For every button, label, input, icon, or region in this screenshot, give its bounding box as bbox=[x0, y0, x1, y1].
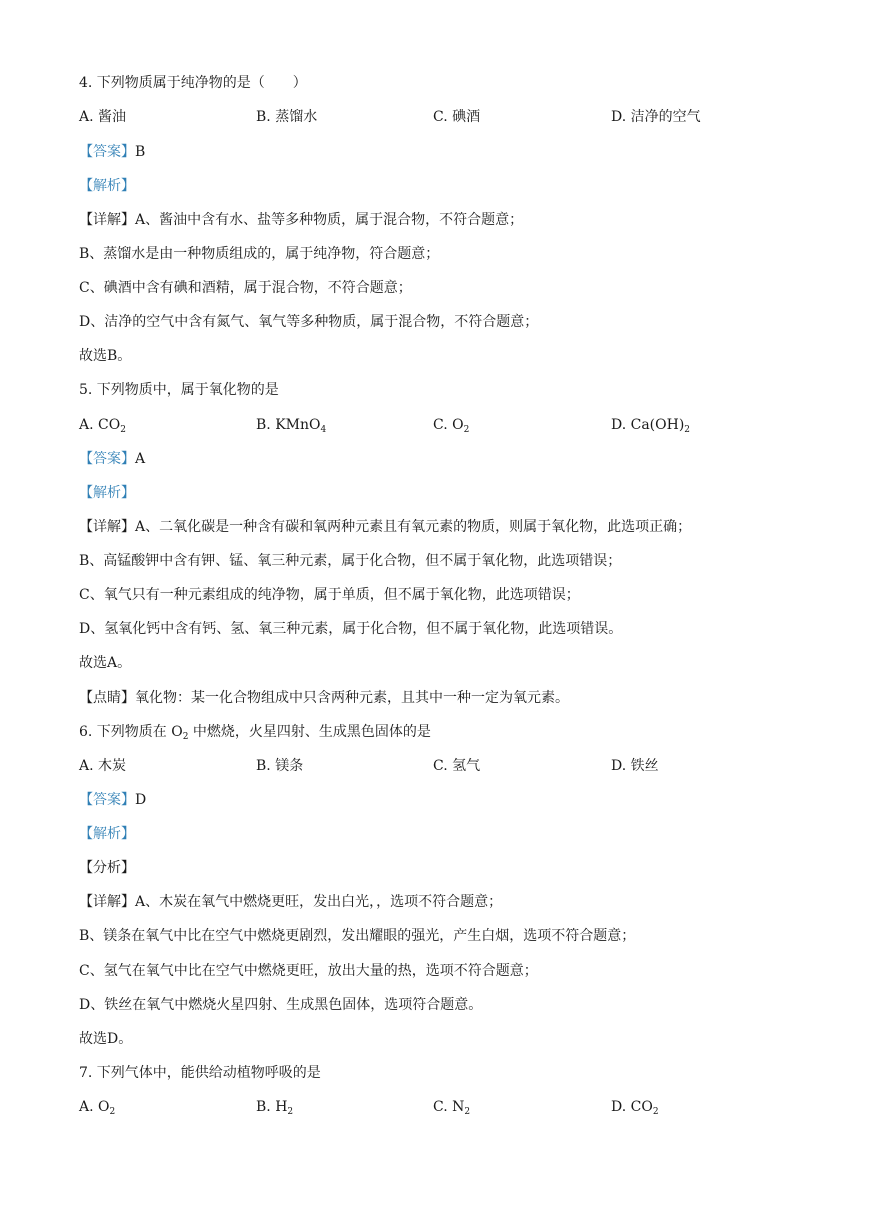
q5-option-c bbox=[433, 415, 469, 435]
q5-detail-2: B、高锰酸钾中含有钾、锰、氧三种元素，属于化合物，但不属于氧化物，此选项错误； bbox=[79, 553, 622, 569]
answer-value: D bbox=[135, 792, 147, 808]
option-text: A. CO bbox=[79, 417, 121, 433]
detail-text: A、酱油中含有水、盐等多种物质，属于混合物，不符合题意； bbox=[135, 212, 524, 228]
option-text: D. Ca(OH) bbox=[611, 417, 685, 433]
q5-analysis-tag: 【解析】 bbox=[79, 485, 135, 501]
detail-text: A、木炭在氧气中燃烧更旺，发出白光，，选项不符合题意； bbox=[135, 894, 503, 910]
q4-option-b: B. 蒸馏水 bbox=[256, 109, 318, 125]
option-text: B. H bbox=[256, 1099, 288, 1115]
option-subscript: 4 bbox=[320, 425, 327, 435]
q4-option-a: A. 酱油 bbox=[79, 109, 127, 125]
q4-option-d: D. 洁净的空气 bbox=[611, 109, 701, 125]
q6-option-d: D. 铁丝 bbox=[611, 758, 659, 774]
stem-subscript: 2 bbox=[182, 732, 189, 742]
q4-conclusion: 故选B。 bbox=[79, 348, 132, 364]
q6-detail-3: C、氢气在氧气中比在空气中燃烧更旺，放出大量的热，选项不符合题意； bbox=[79, 963, 538, 979]
option-subscript: 2 bbox=[287, 1107, 294, 1117]
q7-option-a bbox=[79, 1097, 115, 1117]
q6-detail-1 bbox=[79, 892, 502, 912]
detail-tag: 【详解】 bbox=[79, 212, 135, 228]
q4-stem: 4. 下列物质属于纯净物的是（ ） bbox=[79, 75, 307, 91]
q4-detail-1 bbox=[79, 210, 523, 230]
q6-stem bbox=[79, 722, 431, 742]
q6-option-b: B. 镁条 bbox=[256, 758, 304, 774]
q6-detail-2: B、镁条在氧气中比在空气中燃烧更剧烈，发出耀眼的强光，产生白烟，选项不符合题意； bbox=[79, 928, 636, 944]
option-subscript: 2 bbox=[120, 425, 126, 435]
option-subscript: 2 bbox=[684, 425, 691, 435]
q5-detail-4: D、氢氧化钙中含有钙、氢、氧三种元素，属于化合物，但不属于氧化物，此选项错误。 bbox=[79, 621, 623, 637]
q7-option-b bbox=[256, 1097, 293, 1117]
answer-value: B bbox=[135, 144, 146, 160]
q5-option-a bbox=[79, 415, 126, 435]
q6-option-a: A. 木炭 bbox=[79, 758, 127, 774]
stem-text-rest: 中燃烧，火星四射、生成黑色固体的是 bbox=[188, 724, 431, 740]
answer-value: A bbox=[135, 451, 146, 467]
option-text: D. CO bbox=[611, 1099, 653, 1115]
q5-option-d bbox=[611, 415, 690, 435]
q6-detail-4: D、铁丝在氧气中燃烧火星四射、生成黑色固体，选项符合题意。 bbox=[79, 997, 483, 1013]
q7-option-c bbox=[433, 1097, 470, 1117]
q6-answer bbox=[79, 790, 146, 810]
option-subscript: 2 bbox=[463, 425, 470, 435]
q4-detail-4: D、洁净的空气中含有氮气、氧气等多种物质，属于混合物，不符合题意； bbox=[79, 314, 539, 330]
answer-tag: 【答案】 bbox=[79, 451, 135, 467]
option-subscript: 2 bbox=[652, 1107, 659, 1117]
q4-detail-2: B、蒸馏水是由一种物质组成的，属于纯净物，符合题意； bbox=[79, 246, 440, 262]
option-subscript: 2 bbox=[109, 1107, 116, 1117]
note-tag: 【点睛】 bbox=[79, 690, 135, 706]
q7-stem: 7. 下列气体中，能供给动植物呼吸的是 bbox=[79, 1065, 321, 1081]
q7-option-d bbox=[611, 1097, 659, 1117]
q6-fenxi-tag: 【分析】 bbox=[79, 860, 135, 876]
q4-detail-3: C、碘酒中含有碘和酒精，属于混合物，不符合题意； bbox=[79, 280, 412, 296]
note-text: 氧化物：某一化合物组成中只含两种元素，且其中一种一定为氧元素。 bbox=[135, 690, 569, 706]
option-text: C. N bbox=[433, 1099, 465, 1115]
q6-analysis-tag: 【解析】 bbox=[79, 826, 135, 842]
q5-detail-1 bbox=[79, 517, 691, 537]
q6-option-c: C. 氢气 bbox=[433, 758, 481, 774]
detail-text: A、二氧化碳是一种含有碳和氧两种元素且有氧元素的物质，则属于氧化物，此选项正确； bbox=[135, 519, 692, 535]
stem-text: 6. 下列物质在 O bbox=[79, 724, 183, 740]
q6-conclusion: 故选D。 bbox=[79, 1031, 133, 1047]
q4-analysis-tag: 【解析】 bbox=[79, 178, 135, 194]
detail-tag: 【详解】 bbox=[79, 894, 135, 910]
q5-option-b bbox=[256, 415, 326, 435]
option-text: B. KMnO bbox=[256, 417, 321, 433]
q5-answer bbox=[79, 449, 145, 469]
detail-tag: 【详解】 bbox=[79, 519, 135, 535]
answer-tag: 【答案】 bbox=[79, 144, 135, 160]
q4-option-c: C. 碘酒 bbox=[433, 109, 481, 125]
q5-note bbox=[79, 688, 569, 708]
q5-detail-3: C、氧气只有一种元素组成的纯净物，属于单质，但不属于氧化物，此选项错误； bbox=[79, 587, 580, 603]
q5-conclusion: 故选A。 bbox=[79, 655, 132, 671]
q5-stem: 5. 下列物质中，属于氧化物的是 bbox=[79, 382, 279, 398]
option-text: A. O bbox=[79, 1099, 110, 1115]
q4-answer bbox=[79, 142, 145, 162]
option-text: C. O bbox=[433, 417, 464, 433]
option-subscript: 2 bbox=[464, 1107, 471, 1117]
answer-tag: 【答案】 bbox=[79, 792, 135, 808]
